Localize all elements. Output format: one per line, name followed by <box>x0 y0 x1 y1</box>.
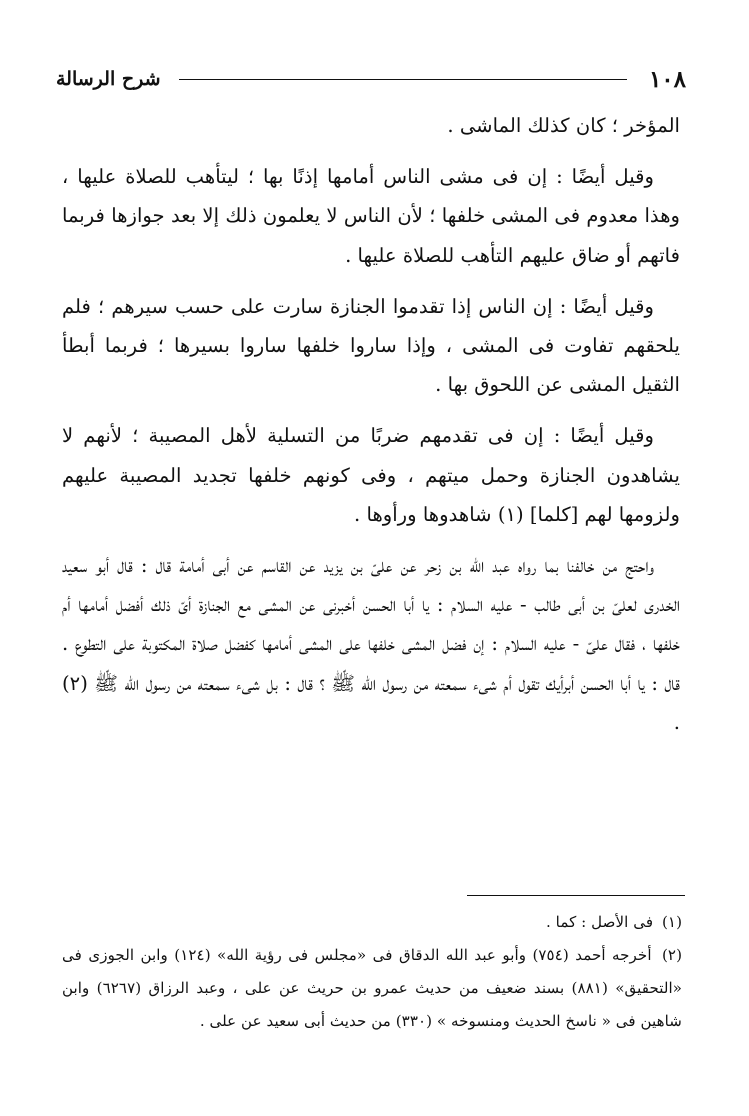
body-text <box>62 106 680 754</box>
paragraph: وقيل أيضًا : إن الناس إذا تقدموا الجنازة سارت على حسب سيرهم ؛ فلم يلحقهم تفاوت فى المشى ، وإذا ساروا خلفها ساروا بسيرها ؛ فربما أبطأ الثقيل المشى عن اللحوق بها . <box>62 294 680 397</box>
paragraph-continuation: المؤخر ؛ كان كذلك الماشى . <box>447 114 680 137</box>
running-title: شرح الرسالة <box>56 68 161 90</box>
footnote <box>62 906 682 939</box>
paragraph: وقيل أيضًا : إن فى تقدمهم ضربًا من التسلية لأهل المصيبة ؛ لأنهم لا يشاهدون الجنازة وحمل ميتهم ، وفى كونهم خلفها تجديد المصيبة عليهم ولزومها لهم [كلما] (١) شاهدوها ورأوها . <box>62 424 680 526</box>
paragraph: وقيل أيضًا : إن فى مشى الناس أمامها إذنًا بها ؛ ليتأهب للصلاة عليها ، وهذا معدوم فى المشى خلفها ؛ لأن الناس لا يعلمون ذلك إلا بعد جوازها فربما فاتهم أو ضاق عليهم التأهب للصلاة عليها . <box>62 165 680 267</box>
footnote-separator <box>467 895 685 896</box>
footnote <box>62 939 682 1038</box>
footnote-text: فى الأصل : كما . <box>546 913 654 931</box>
footnote-text: أخرجه أحمد (٧٥٤) وأبو عبد الله الدقاق فى «مجلس فى رؤية الله» (١٢٤) وابن الجوزى فى «التحقيق» (٨٨١) بسند ضعيف من حديث عمرو بن حريث عن على ، وعبد الرزاق (٦٢٦٧) وابن شاهين فى « ناسخ الحديث ومنسوخه » (٣٣٠) من حديث أبى سعيد عن على . <box>62 946 682 1030</box>
page-header <box>56 62 686 96</box>
header-rule <box>179 79 627 80</box>
footnotes <box>62 906 682 1038</box>
footnote-mark: (٢) <box>661 946 683 964</box>
page-number: ١٠٨ <box>648 65 686 93</box>
footnote-mark: (١) <box>661 913 682 931</box>
paragraph: واحتج من خالفنا بما رواه عبد الله بن زحر عن علىّ بن يزيد عن القاسم عن أبى أمامة قال : قال أبو سعيد الخدرى لعلىّ بن أبى طالب - عليه السلام : يا أبا الحسن أخبرنى عن المشى مع الجنازة أىّ ذلك أفضل أمامها أم خلفها ، فقال علىّ - عليه السلام : إن فضل المشى خلفها على المشى أمامها كفضل صلاة المكتوبة على التطوع . قال : يا أبا الحسن أبرأيك تقول أم شىء سمعته من رسول الله ﷺ ؟ قال : بل شىء سمعته من رسول الله ﷺ (٢) . <box>62 554 680 734</box>
